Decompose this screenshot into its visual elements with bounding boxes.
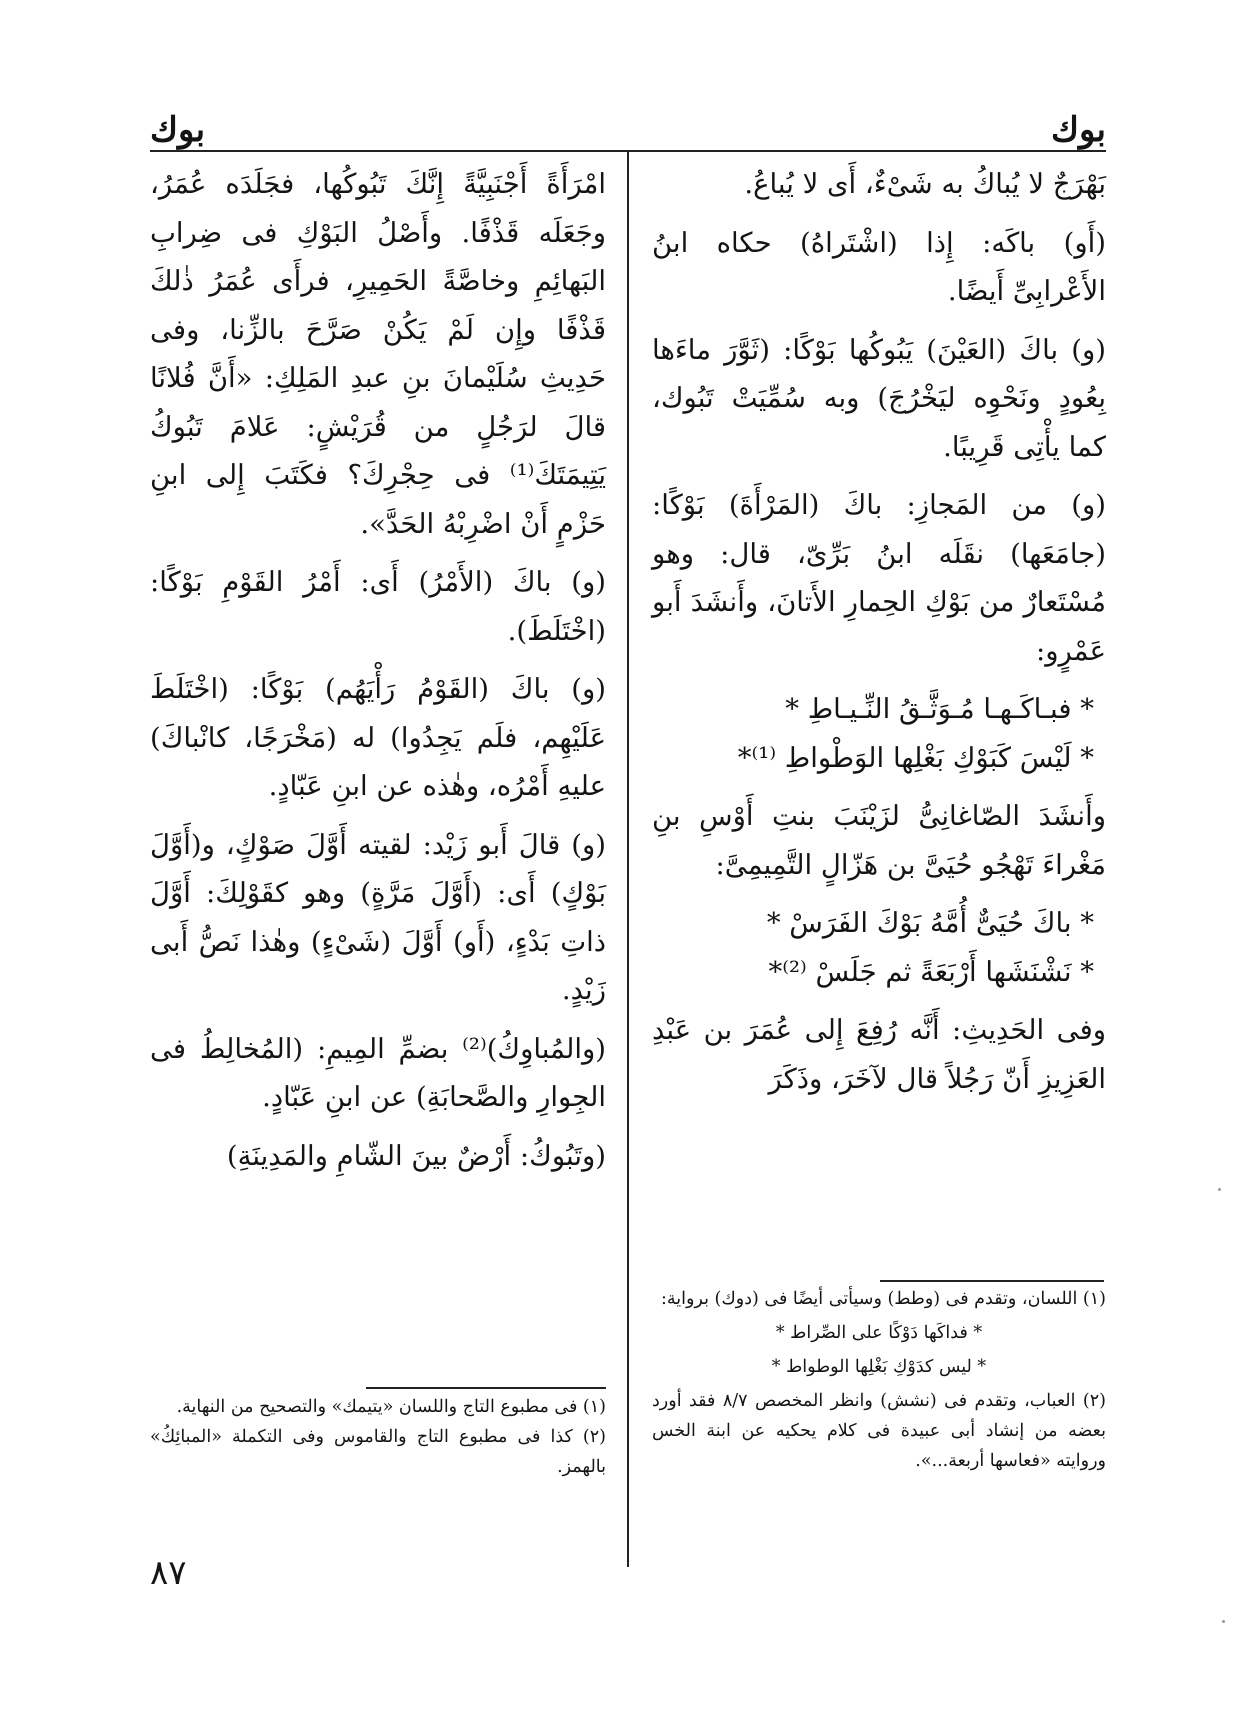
paragraph: وأَنشَدَ الصّاغانِىُّ لزَيْنَبَ بنتِ أَوْسِ بنِ مَغْراءَ تَهْجُو حُيَىَّ بن هَزّالٍ التَّمِيمِىَّ:	[652, 800, 1106, 881]
paragraph: (و) من المَجازِ: باكَ (المَرْأَةَ) بَوْكًا: (جامَعَها) نقَلَه ابنُ بَرِّىّ، قال: وهو مُسْتَعارٌ من بَوْكِ الحِمارِ الأَتانَ، وأَنشَدَ أَبو عَمْرٍو:	[652, 489, 1106, 667]
verse-line: * ليس كدَوْكِ بَغْلِها الوطواط *	[771, 1357, 987, 1377]
paragraph: (أَو) باكَه: إِذا (اشْتَراهُ) حكاه ابنُ الأَعْرابِىِّ أَيضًا.	[652, 226, 1106, 307]
footnote-rule-right	[880, 1280, 1104, 1282]
footnote: (٢) العباب، وتقدم فى (نشش) وانظر المخصص ٨/٧ فقد أورد بعضه من إنشاد أبى عبيدة فى كلام يحكيه عن ابنة الخس وروايته «فعاسها أربعة...».	[652, 1391, 1106, 1471]
footnotes-left	[150, 1392, 606, 1482]
paragraph: (والمُباوِكُ)⁽²⁾ بضمِّ المِيمِ: (المُخالِطُ فى الجِوارِ والصَّحابَةِ) عن ابنِ عَبّادٍ.	[150, 1032, 606, 1113]
footnote: (٢) كذا فى مطبوع التاج والقاموس وفى التكملة «المبائِكُ» بالهمز.	[150, 1427, 606, 1477]
paragraph: (و) باكَ (القَوْمُ رَأْيَهُم) بَوْكًا: (اخْتَلَطَ عَلَيْهِم، فلَم يَجِدُوا) له (مَخْرَجًا، كانْباكَ) عليهِ أَمْرُه، وهٰذه عن ابنِ عَبّادٍ.	[150, 673, 606, 802]
paragraph: (و) باكَ (الأَمْرُ) أَى: أَمْرُ القَوْمِ بَوْكًا: (اخْتَلَطَ).	[150, 566, 606, 647]
right-column	[652, 160, 1106, 1113]
running-head-left: بوك	[150, 110, 206, 150]
column-divider	[627, 152, 629, 1567]
footnote-rule-left	[366, 1387, 606, 1389]
paragraph: وفى الحَدِيثِ: أَنَّه رُفِعَ إِلى عُمَرَ بن عَبْدِ العَزِيزِ أَنّ رَجُلاً قال لآخَرَ، وذَكَرَ	[652, 1014, 1106, 1095]
verse-line: * باكَ حُيَىٌّ أُمَّهُ بَوْكَ الفَرَسْ *	[766, 907, 1094, 939]
paragraph: امْرَأَةً أَجْنَبِيَّةً إِنَّكَ تَبُوكُها، فجَلَدَه عُمَرُ، وجَعَلَه قَذْفًا. وأَصْلُ البَوْكِ فى ضِرابِ البَهائِمِ وخاصَّةً الحَمِيرِ، فرأَى عُمَرُ ذٰلكَ قَذْفًا وإِن لَمْ يَكُنْ صَرَّحَ بالزِّنا، وفى حَدِيثِ سُلَيْمانَ بنِ عبدِ المَلِكِ: «أَنَّ فُلانًا قالَ لرَجُلٍ من قُرَيْشٍ: عَلامَ تَبُوكُ يَتِيمَتَكَ⁽¹⁾ فى حِجْرِكَ؟ فكَتَبَ إِلى ابنِ حَزْمٍ أَنْ اضْرِبْهُ الحَدَّ».	[150, 168, 606, 540]
footnote: (١) اللسان، وتقدم فى (وطط) وسيأتى أيضًا فى (دوك) برواية:	[660, 1289, 1106, 1309]
margin-speck	[1222, 1620, 1225, 1623]
paragraph: (وتَبُوكُ: أَرْضٌ بينَ الشّامِ والمَدِينَةِ)	[226, 1139, 606, 1172]
paragraph: بَهْرَجٌ لا يُباكُ به شَىْءٌ، أَى لا يُباعُ.	[744, 168, 1106, 200]
verse-line: * لَيْسَ كَبَوْكِ بَغْلِها الوَطْواطِ ⁽¹⁾*	[737, 741, 1094, 774]
margin-speck	[1218, 1188, 1221, 1191]
left-column	[150, 160, 606, 1190]
page-number: ٨٧	[150, 1553, 187, 1593]
footnote: (١) فى مطبوع التاج واللسان «يتيمك» والتصحيح من النهاية.	[176, 1397, 606, 1417]
verse-line: * فبـاكَـهـا مُـوَثَّـقُ النِّـيـاطِ *	[785, 693, 1094, 725]
paragraph: (و) قالَ أَبو زَيْد: لقيته أَوَّلَ صَوْكٍ، و(أَوَّلَ بَوْكٍ) أَى: (أَوَّلَ مَرَّةٍ) وهو كقَوْلِكَ: أَوَّلَ ذاتِ بَدْءٍ، (أَو) أَوَّلَ (شَىْءٍ) وهٰذا نَصُّ أَبى زَيْدٍ.	[150, 828, 606, 1006]
footnotes-right	[652, 1284, 1106, 1476]
running-head-right: بوك	[1050, 110, 1106, 150]
verse-line: * فداكَها دَوْكًا على الصِّراط *	[775, 1323, 983, 1343]
paragraph: (و) باكَ (العَيْنَ) يَبُوكُها بَوْكًا: (ثَوَّرَ ماءَها بِعُودٍ ونَحْوِه ليَخْرُجَ) وبه سُمِّيَتْ تَبُوك، كما يأْتِى قَرِيبًا.	[652, 333, 1106, 463]
verse-line: * نَشْنَشَها أَرْبَعَةً ثم جَلَسْ ⁽²⁾*	[768, 955, 1094, 988]
